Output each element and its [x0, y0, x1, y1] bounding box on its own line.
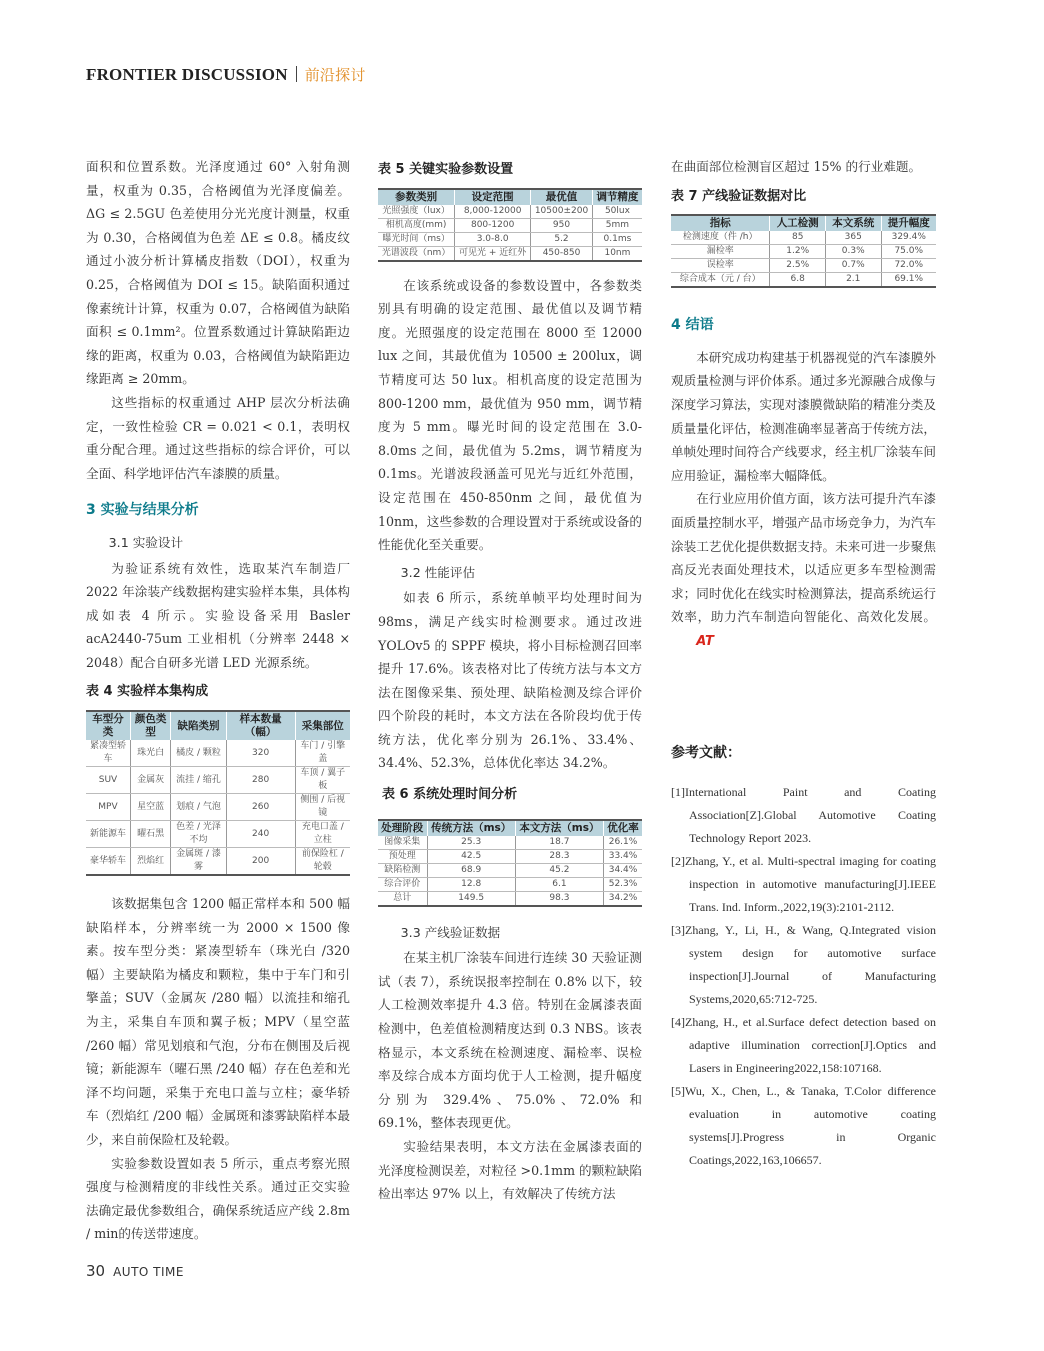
table-row: [378, 849, 642, 863]
table4-cell: 色差 / 光泽不均: [171, 821, 226, 848]
table6-cell: 45.2: [515, 863, 603, 877]
table-row: [86, 740, 350, 767]
table6: [378, 819, 642, 907]
section-3-3-heading: 3.3 产线验证数据: [400, 924, 501, 940]
table5-cell: 10nm: [592, 246, 642, 261]
table5-cell: 0.1ms: [592, 232, 642, 246]
table5-cell: 950: [531, 218, 593, 232]
table5-header-0: 参数类别: [378, 189, 455, 205]
table-row: [86, 821, 350, 848]
table4-cell: 前保险杠 / 轮毂: [295, 848, 350, 876]
table5-caption: 表 5 关键实验参数设置: [378, 162, 514, 177]
table4-cell: 新能源车: [86, 821, 130, 848]
reference-item: [1]International Paint and Coating Association[Z].Global Automotive Coating Technology Report 2023.: [671, 785, 936, 846]
table-row: [86, 794, 350, 821]
table7-cell: 69.1%: [881, 273, 936, 288]
table4-cell: 划痕 / 气泡: [171, 794, 226, 821]
table6-cell: 缺陷检测: [378, 863, 427, 877]
table5-cell: 光照强度（lux）: [378, 205, 455, 219]
col3-paragraph-1: 本研究成功构建基于机器视觉的汽车漆膜外观质量检测与评价体系。通过多光源融合成像与深度学习算法，实现对漆膜微缺陷的精准分类及质量量化评估，检测准确率显著高于传统方法，单帧处理时间符合产线要求，经主机厂涂装车间应用验证，漏检率大幅降低。: [671, 349, 936, 483]
table5-cell: 可见光 + 近红外: [455, 246, 531, 261]
table4-header-4: 采集部位: [295, 711, 350, 740]
table7: [671, 214, 936, 288]
table6-cell: 34.4%: [604, 863, 642, 877]
table5-cell: 3.0-8.0: [455, 232, 531, 246]
table5-cell: 曝光时间（ms）: [378, 232, 455, 246]
table5-cell: 光谱波段（nm）: [378, 246, 455, 261]
col1-paragraph-3: 为验证系统有效性，选取某汽车制造厂 2022 年涂装产线数据构建实验样本集，具体构成如表 4 所示。实验设备采用 Basler acA2440-75um 工业相机（分辨率 2448 × 2048）配合自研多光谱 LED 光源系统。: [86, 560, 350, 670]
table4-header-1: 颜色类型: [130, 711, 170, 740]
table6-cell: 33.4%: [604, 849, 642, 863]
table5-header-1: 设定范围: [455, 189, 531, 205]
table4-header-2: 缺陷类别: [171, 711, 226, 740]
table-row: [378, 232, 642, 246]
table4-cell: 豪华轿车: [86, 848, 130, 876]
table7-header-3: 提升幅度: [881, 215, 936, 231]
table4-cell: 充电口盖 / 立柱: [295, 821, 350, 848]
table4-header-0: 车型分类: [86, 711, 130, 740]
table7-cell: 85: [770, 231, 826, 245]
table-row: [671, 273, 936, 288]
table5-cell: 50lux: [592, 205, 642, 219]
table4-cell: 紧凑型轿车: [86, 740, 130, 767]
table4-cell: 车门 / 引擎盖: [295, 740, 350, 767]
magazine-logo-icon: AT: [696, 633, 714, 649]
table6-cell: 总计: [378, 891, 427, 906]
table4-cell: 200: [226, 848, 295, 876]
table7-cell: 2.5%: [770, 259, 826, 273]
table-row: [378, 246, 642, 261]
table6-cell: 28.3: [515, 849, 603, 863]
table4-cell: 侧围 / 后视镜: [295, 794, 350, 821]
col1-paragraph-2: 这些指标的权重通过 AHP 层次分析法确定，一致性检验 CR = 0.021 < 0.1，表明权重分配合理。通过这些指标的综合评价，可以全面、科学地评估汽车漆膜的质量。: [86, 394, 350, 481]
table5-cell: 5.2: [531, 232, 593, 246]
table4-cell: 橘皮 / 颗粒: [171, 740, 226, 767]
table4-cell: 流挂 / 缩孔: [171, 767, 226, 794]
table-row: [378, 205, 642, 219]
table5-cell: 相机高度(mm): [378, 218, 455, 232]
section-3-2-heading: 3.2 性能评估: [400, 564, 476, 580]
table-row: [378, 863, 642, 877]
table6-header-1: 传统方法（ms）: [427, 820, 515, 836]
table5-header-3: 调节精度: [592, 189, 642, 205]
column-left: [86, 155, 350, 1246]
table4-cell: 320: [226, 740, 295, 767]
table7-cell: 72.0%: [881, 259, 936, 273]
table6-header-3: 优化率: [604, 820, 642, 836]
table4-cell: 星空蓝: [130, 794, 170, 821]
table6-header-0: 处理阶段: [378, 820, 427, 836]
table7-header-1: 人工检测: [770, 215, 826, 231]
table6-cell: 68.9: [427, 863, 515, 877]
table7-cell: 365: [825, 231, 881, 245]
section-4-heading: 4 结语: [671, 317, 714, 334]
col3-paragraph-2-text: 在行业应用价值方面，该方法可提升汽车漆面质量控制水平，增强产品市场竞争力，为汽车涂装工艺优化提供数据支持。未来可进一步聚焦高反光表面处理技术，以适应更多车型检测需求；同时优化在线实时检测算法，提高系统运行效率，助力汽车制造向智能化、高效化发展。: [671, 491, 936, 625]
table-row: [378, 891, 642, 906]
table-row: [86, 767, 350, 794]
col1-paragraph-5: 实验参数设置如表 5 所示，重点考察光照强度与检测精度的非线性关系。通过正交实验法确定最优参数组合，确保系统适应产线 2.8m / min的传送带速度。: [86, 1155, 350, 1242]
table-row: [671, 231, 936, 245]
table-row: [378, 877, 642, 891]
table-row: [378, 836, 642, 850]
table4: [86, 710, 350, 876]
table7-caption: 表 7 产线验证数据对比: [671, 188, 807, 204]
table7-cell: 2.1: [825, 273, 881, 288]
table6-cell: 42.5: [427, 849, 515, 863]
table6-cell: 6.1: [515, 877, 603, 891]
table7-cell: 6.8: [770, 273, 826, 288]
table5-cell: 10500±200: [531, 205, 593, 219]
table7-cell: 329.4%: [881, 231, 936, 245]
table4-cell: 金属灰: [130, 767, 170, 794]
table6-header-2: 本文方法（ms）: [515, 820, 603, 836]
references-title: 参考文献：: [671, 744, 741, 761]
table6-cell: 98.3: [515, 891, 603, 906]
page-footer: [86, 1262, 184, 1280]
table4-cell: 珠光白: [130, 740, 170, 767]
col2-paragraph-2: 如表 6 所示，系统单帧平均处理时间为 98ms，满足产线实时检测要求。通过改进 YOLOv5 的 SPPF 模块，将小目标检测召回率提升 17.6%。该表格对比了传统方法与本文方法在图像采集、预处理、缺陷检测及综合评价四个阶段的耗时，本文方法在各阶段均优于传统方法，优化率分别为 26.1%、33.4%、34.4%、52.3%，总体优化率达 34.2%。: [378, 590, 642, 771]
table4-cell: 260: [226, 794, 295, 821]
table4-cell: 烈焰红: [130, 848, 170, 876]
col1-paragraph-1: 面积和位置系数。光泽度通过 60° 入射角测量，权重为 0.35，合格阈值为光泽度偏差。ΔG ≤ 2.5GU 色差使用分光光度计测量，权重为 0.30，合格阈值为色差 ΔE ≤ 0.8。橘皮纹通过小波分析计算橘皮指数（DOI），权重为 0.25，合格阈值为 DOI ≤ 15。缺陷面积通过像素统计计算，权重为 0.07，合格阈值为缺陷面积 ≤ 0.1mm²。位置系数通过计算缺陷距边缘的距离，权重为 0.03，合格阈值为缺陷距边缘距离 ≥ 20mm。: [86, 159, 350, 387]
table5-header-2: 最优值: [531, 189, 593, 205]
table6-cell: 26.1%: [604, 836, 642, 850]
table7-cell: 综合成本（元 / 台）: [671, 273, 770, 288]
magazine-name: AUTO TIME: [113, 1265, 184, 1279]
table6-cell: 25.3: [427, 836, 515, 850]
col2-paragraph-4: 实验结果表明，本文方法在金属漆表面的光泽度检测误差，对粒径 >0.1mm 的颗粒缺陷检出率达 97% 以上，有效解决了传统方法: [378, 1139, 642, 1202]
column-middle: [378, 158, 642, 1206]
table4-cell: 金属斑 / 漆雾: [171, 848, 226, 876]
references-list: [671, 781, 936, 1172]
page-header: [86, 64, 366, 85]
reference-item: [2]Zhang, Y., et al. Multi-spectral imaging for coating inspection in automotive manufacturing[J].IEEE Trans. Ind. Inform.,2022,19(3):2101-2112.: [671, 854, 936, 915]
column-right: [671, 155, 936, 1172]
table4-cell: SUV: [86, 767, 130, 794]
table7-cell: 1.2%: [770, 245, 826, 259]
table6-cell: 149.5: [427, 891, 515, 906]
table6-cell: 18.7: [515, 836, 603, 850]
table5: [378, 188, 642, 262]
table6-cell: 52.3%: [604, 877, 642, 891]
table4-caption: 表 4 实验样本集构成: [86, 684, 209, 700]
section-3-1-heading: 3.1 实验设计: [108, 534, 184, 550]
header-divider: [296, 66, 297, 82]
col1-paragraph-4: 该数据集包含 1200 幅正常样本和 500 幅缺陷样本，分辨率统一为 2000 × 1500 像素。按车型分类：紧凑型轿车（珠光白 /320 幅）主要缺陷为橘皮和颗粒，集中于车门和引擎盖；SUV（金属灰 /280 幅）以流挂和缩孔为主，采集自车顶和翼子板；MPV（星空蓝 /260 幅）常见划痕和气泡，分布在侧围及后视镜；新能源车（曜石黑 /240 幅）存在色差和光泽不均问题，采集于充电口盖与立柱；豪华轿车（烈焰红 /200 幅）金属斑和漆雾缺陷样本最少，来自前保险杠及轮毂。: [86, 896, 350, 1147]
table4-cell: MPV: [86, 794, 130, 821]
table-row: [86, 848, 350, 876]
col3-paragraph-2: [671, 487, 936, 653]
col3-paragraph-0: 在曲面部位检测盲区超过 15% 的行业难题。: [671, 159, 922, 174]
table7-cell: 75.0%: [881, 245, 936, 259]
table5-cell: 5mm: [592, 218, 642, 232]
table4-header-3: 样本数量（幅）: [226, 711, 295, 740]
col2-paragraph-3: 在某主机厂涂装车间进行连续 30 天验证测试（表 7），系统误报率控制在 0.8% 以下，较人工检测效率提升 4.3 倍。特别在金属漆表面检测中，色差值检测精度达到 0.3 NBS。该表格显示，本文系统在检测速度、漏检率、误检率及综合成本方面均优于人工检测，提升幅度分别为 329.4%、75.0%、72.0% 和 69.1%，整体表现更优。: [378, 950, 642, 1131]
table5-cell: 450-850: [531, 246, 593, 261]
table-row: [671, 245, 936, 259]
section-3-heading: 3 实验与结果分析: [86, 502, 199, 519]
table6-cell: 12.8: [427, 877, 515, 891]
table4-cell: 曜石黑: [130, 821, 170, 848]
table6-cell: 综合评价: [378, 877, 427, 891]
col2-paragraph-1: 在该系统或设备的参数设置中，各参数类别具有明确的设定范围、最优值以及调节精度。光照强度的设定范围在 8000 至 12000 lux 之间，其最优值为 10500 ± 200lux，调节精度可达 50 lux。相机高度的设定范围为 800-1200 mm，最优值为 950 mm，调节精度为 5 mm。曝光时间的设定范围在 3.0-8.0ms 之间，最优值为 5.2ms，调节精度为 0.1ms。光谱波段涵盖可见光与近红外范围，设定范围在 450-850nm 之间，最优值为 10nm，这些参数的合理设置对于系统或设备的性能优化至关重要。: [378, 277, 642, 553]
table7-cell: 误检率: [671, 259, 770, 273]
page-number: 30: [86, 1262, 106, 1280]
table7-cell: 0.3%: [825, 245, 881, 259]
table-row: [671, 259, 936, 273]
table7-cell: 0.7%: [825, 259, 881, 273]
table4-cell: 280: [226, 767, 295, 794]
table4-cell: 240: [226, 821, 295, 848]
table6-cell: 预处理: [378, 849, 427, 863]
table7-header-0: 指标: [671, 215, 770, 231]
table4-cell: 车顶 / 翼子板: [295, 767, 350, 794]
reference-item: [5]Wu, X., Chen, L., & Tanaka, T.Color difference evaluation in automotive coating systems[J].Progress in Organic Coatings,2022,163,106657.: [671, 1084, 936, 1168]
header-en: FRONTIER DISCUSSION: [86, 65, 288, 84]
table-row: [378, 218, 642, 232]
table7-cell: 漏检率: [671, 245, 770, 259]
table7-header-2: 本文系统: [825, 215, 881, 231]
header-cn: 前沿探讨: [304, 66, 366, 84]
table6-cell: 34.2%: [604, 891, 642, 906]
table6-caption: 表 6 系统处理时间分析: [382, 787, 518, 803]
table5-cell: 800-1200: [455, 218, 531, 232]
reference-item: [3]Zhang, Y., Li, H., & Wang, Q.Integrated vision system design for automotive surface inspection[J].Journal of Manufacturing Systems,2020,65:712-725.: [671, 923, 936, 1007]
table6-cell: 图像采集: [378, 836, 427, 850]
reference-item: [4]Zhang, H., et al.Surface defect detection based on adaptive illumination correction[J].Optics and Lasers in Engineering2022,158:107168.: [671, 1015, 936, 1076]
table5-cell: 8,000-12000: [455, 205, 531, 219]
table7-cell: 检测速度（件 /h）: [671, 231, 770, 245]
